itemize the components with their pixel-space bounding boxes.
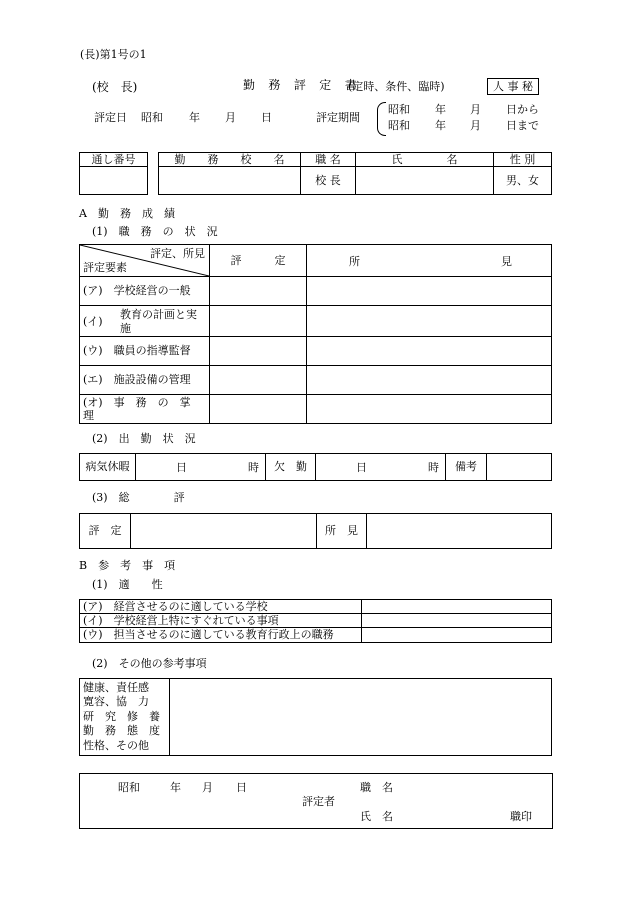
duty-item-label: (ウ) 職員の指導監督 [80,337,210,366]
absence-hour-unit: 時 [428,461,439,474]
school-info-table [158,152,552,195]
attendance-table [79,453,552,481]
other-label-line: 性格、その他 [83,738,149,752]
signature-name-label: 氏 名 [360,810,393,823]
name-field[interactable] [356,167,494,195]
sex-label: 性 別 [494,153,552,167]
serial-number-table [79,152,148,195]
evaluator-label: 評定者 [302,795,335,808]
absence-label: 欠 勤 [266,454,316,481]
period-to-era: 昭和 [388,119,410,132]
eval-date-day: 日 [261,111,272,124]
other-label-line: 健康、責任感 [83,681,149,694]
other-label-line: 勤 務 態 度 [83,724,160,738]
duty-rating-cell[interactable] [210,337,307,366]
overall-opinion-field[interactable] [367,514,552,549]
overall-opinion-label: 所 見 [317,514,367,549]
overall-title: (3) 総 評 [92,491,185,504]
signature-box [79,773,553,829]
period-to-year: 年 [435,119,446,132]
duty-rating-cell[interactable] [210,395,307,424]
other-reference-table [79,678,552,756]
remarks-label: 備考 [446,454,487,481]
other-reference-title: (2) その他の参考事項 [92,657,207,670]
remarks-field[interactable] [487,454,552,481]
sick-leave-hour-unit: 時 [248,461,259,474]
duty-opinion-cell[interactable] [307,395,552,424]
signature-day: 日 [236,781,247,794]
period-label: 評定期間 [316,111,360,124]
absence-day-unit: 日 [356,461,367,474]
aptitude-item-label: (ア) 経営させるのに適している学校 [80,600,362,614]
period-to-suffix: 日まで [506,119,539,132]
diagonal-header [80,245,210,277]
aptitude-title: (1) 適 性 [92,578,163,591]
duty-opinion-cell[interactable] [307,337,552,366]
other-label-line: 研 究 修 養 [83,709,160,723]
eval-date-year: 年 [189,111,200,124]
official-seal-label: 職印 [510,810,532,823]
opinion-column-header [307,245,552,277]
signature-era: 昭和 [118,781,140,794]
position-value: 校 長 [301,167,356,195]
sick-leave-day-unit: 日 [176,461,187,474]
duty-item-number: (イ) [83,315,103,328]
overall-rating-label: 評 定 [80,514,131,549]
aptitude-item-label: (イ) 学校経営上特にすぐれている事項 [80,614,362,628]
diag-top-label: 評定、所見 [150,247,205,260]
other-label-line: 寛容、協 力 [83,695,149,709]
aptitude-item-field[interactable] [362,600,552,614]
duty-status-title: (1) 職 務 の 状 況 [92,225,218,238]
section-b-title: B 参 考 事 項 [79,559,176,572]
aptitude-item-field[interactable] [362,628,552,642]
period-from-suffix: 日から [506,103,539,116]
absence-field[interactable] [316,454,446,481]
sex-value[interactable]: 男、女 [494,167,552,195]
period-from-year: 年 [435,103,446,116]
document-title: 勤 務 評 定 書 [243,78,362,92]
confidential-stamp: 人 事 秘 [487,78,539,95]
form-code: (長)第1号の1 [80,48,147,61]
period-to-month: 月 [470,119,481,132]
attendance-title: (2) 出 勤 状 況 [92,432,196,445]
serial-number-field[interactable] [80,167,148,195]
aptitude-item-field[interactable] [362,614,552,628]
eval-date-month: 月 [225,111,236,124]
opinion-header-char2: 見 [501,255,512,268]
duty-item-label: (エ) 施設設備の管理 [80,366,210,395]
sick-leave-label: 病気休暇 [80,454,136,481]
signature-month: 月 [202,781,213,794]
duty-rating-cell[interactable] [210,306,307,337]
period-bracket [377,102,386,136]
other-reference-field[interactable] [170,679,552,756]
duty-item-text-line1: 教育の計画と実 [120,308,197,321]
position-label: 職 名 [301,153,356,167]
section-a-title: A 勤 務 成 績 [79,207,175,220]
duty-item-text-line2: 施 [120,322,131,335]
period-from-month: 月 [470,103,481,116]
rating-column-header: 評 定 [210,245,307,277]
duty-opinion-cell[interactable] [307,306,552,337]
eval-date-label: 評定日 [94,111,127,124]
duty-status-table [79,244,552,424]
role-label: (校 長) [92,80,138,94]
duty-rating-cell[interactable] [210,366,307,395]
document-title-sub: (定時、条件、臨時) [348,80,445,93]
duty-item-label [80,306,210,337]
period-from-era: 昭和 [388,103,410,116]
signature-position-label: 職 名 [360,781,393,794]
duty-rating-cell[interactable] [210,277,307,306]
serial-number-label: 通し番号 [80,153,148,167]
aptitude-table [79,599,552,643]
duty-item-label: (オ) 事 務 の 掌 理 [80,395,210,424]
school-name-label: 勤 務 校 名 [159,153,301,167]
overall-rating-field[interactable] [131,514,317,549]
diag-bottom-label: 評定要素 [83,260,127,274]
other-reference-labels [80,679,170,756]
aptitude-item-label: (ウ) 担当させるのに適している教育行政上の職務 [80,628,362,642]
opinion-header-char1: 所 [349,255,360,268]
signature-year: 年 [170,781,181,794]
duty-item-label: (ア) 学校経営の一般 [80,277,210,306]
overall-table [79,513,552,549]
duty-opinion-cell[interactable] [307,366,552,395]
sick-leave-field[interactable] [136,454,266,481]
school-name-field[interactable] [159,167,301,195]
name-label: 氏 名 [356,153,494,167]
duty-opinion-cell[interactable] [307,277,552,306]
eval-date-era: 昭和 [141,111,163,124]
